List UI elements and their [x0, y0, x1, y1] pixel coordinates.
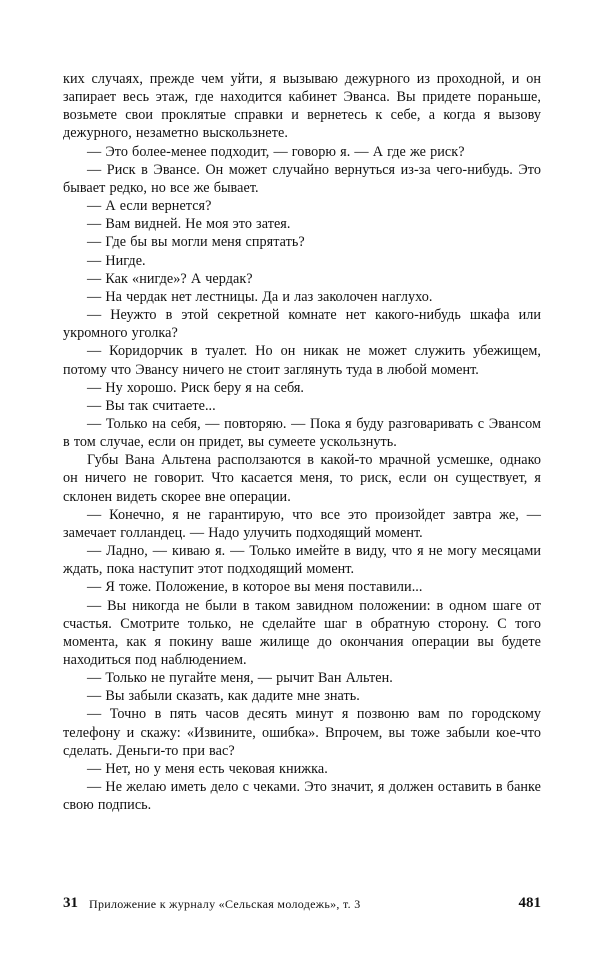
paragraph: — Вы так считаете...	[87, 397, 216, 414]
paragraph: — На чердак нет лестницы. Да и лаз заколочен наглухо.	[87, 288, 433, 305]
paragraph: Губы Вана Альтена расползаются в какой-то мрачной усмешке, однако он ничего не говорит. Что касается меня, то риск, если он существует, я склонен видеть скорее вне операции.	[63, 452, 541, 505]
paragraph: — Конечно, я не гарантирую, что все это произойдет завтра же, — замечает голландец. — Надо улучить подходящий момент.	[63, 506, 541, 541]
publication-note: Приложение к журналу «Сельская молодежь», т. 3	[89, 897, 361, 911]
paragraph: — Я тоже. Положение, в которое вы меня поставили...	[87, 579, 423, 596]
paragraph: — Ну хорошо. Риск беру я на себя.	[87, 379, 305, 396]
paragraph: — Вы никогда не были в таком завидном положении: в одном шаге от счастья. Смотрите только, не сделайте шаг в обратную сторону. С того момента, как я покину ваше жилище до окончания операции вы будете находиться под наблюдением.	[63, 597, 541, 668]
paragraph: — Только не пугайте меня, — рычит Ван Альтен.	[87, 670, 393, 687]
paragraph: — Ладно, — киваю я. — Только имейте в виду, что я не могу месяцами ждать, пока наступит этот подходящий момент.	[63, 543, 541, 578]
paragraph: — Вы забыли сказать, как дадите мне знать.	[87, 688, 360, 705]
paragraph: — Это более-менее подходит, — говорю я. — А где же риск?	[87, 143, 465, 160]
paragraph: — Не желаю иметь дело с чеками. Это значит, я должен оставить в банке свою подпись.	[63, 779, 541, 814]
paragraph: ких случаях, прежде чем уйти, я вызываю дежурного из проходной, и он запирает весь этаж, где находится кабинет Эванса. Вы придете пораньше, возьмете свои проклятые справки и вернетесь к себе, а когда я вызову дежурного, незаметно выскользнете.	[63, 71, 541, 142]
signature-number: 31	[63, 895, 78, 911]
paragraph: — Как «нигде»? А чердак?	[87, 270, 253, 287]
page-footer	[63, 895, 541, 915]
paragraph: — Неужто в этой секретной комнате нет какого-нибудь шкафа или укромного уголка?	[63, 307, 541, 342]
paragraph: — Точно в пять часов десять минут я позвоню вам по городскому телефону и скажу: «Извините, ошибка». Впрочем, вы тоже забыли кое-что сделать. Деньги-то при вас?	[63, 706, 541, 759]
paragraph: — Коридорчик в туалет. Но он никак не может служить убежищем, потому что Эвансу ничего не стоит заглянуть туда в любой момент.	[63, 343, 541, 378]
paragraph: — Риск в Эвансе. Он может случайно вернуться из-за чего-нибудь. Это бывает редко, но все же бывает.	[63, 161, 541, 196]
paragraph: — Где бы вы могли меня спрятать?	[87, 234, 305, 251]
body-text	[63, 70, 541, 814]
paragraph: — Нигде.	[87, 252, 146, 269]
paragraph: — Только на себя, — повторяю. — Пока я буду разговаривать с Эвансом в том случае, если он придет, вы сумеете ускользнуть.	[63, 415, 541, 451]
paragraph: — Нет, но у меня есть чековая книжка.	[87, 760, 328, 777]
paragraph: — Вам видней. Не моя это затея.	[87, 216, 291, 233]
paragraph: — А если вернется?	[87, 198, 212, 215]
page-number: 481	[518, 895, 541, 911]
